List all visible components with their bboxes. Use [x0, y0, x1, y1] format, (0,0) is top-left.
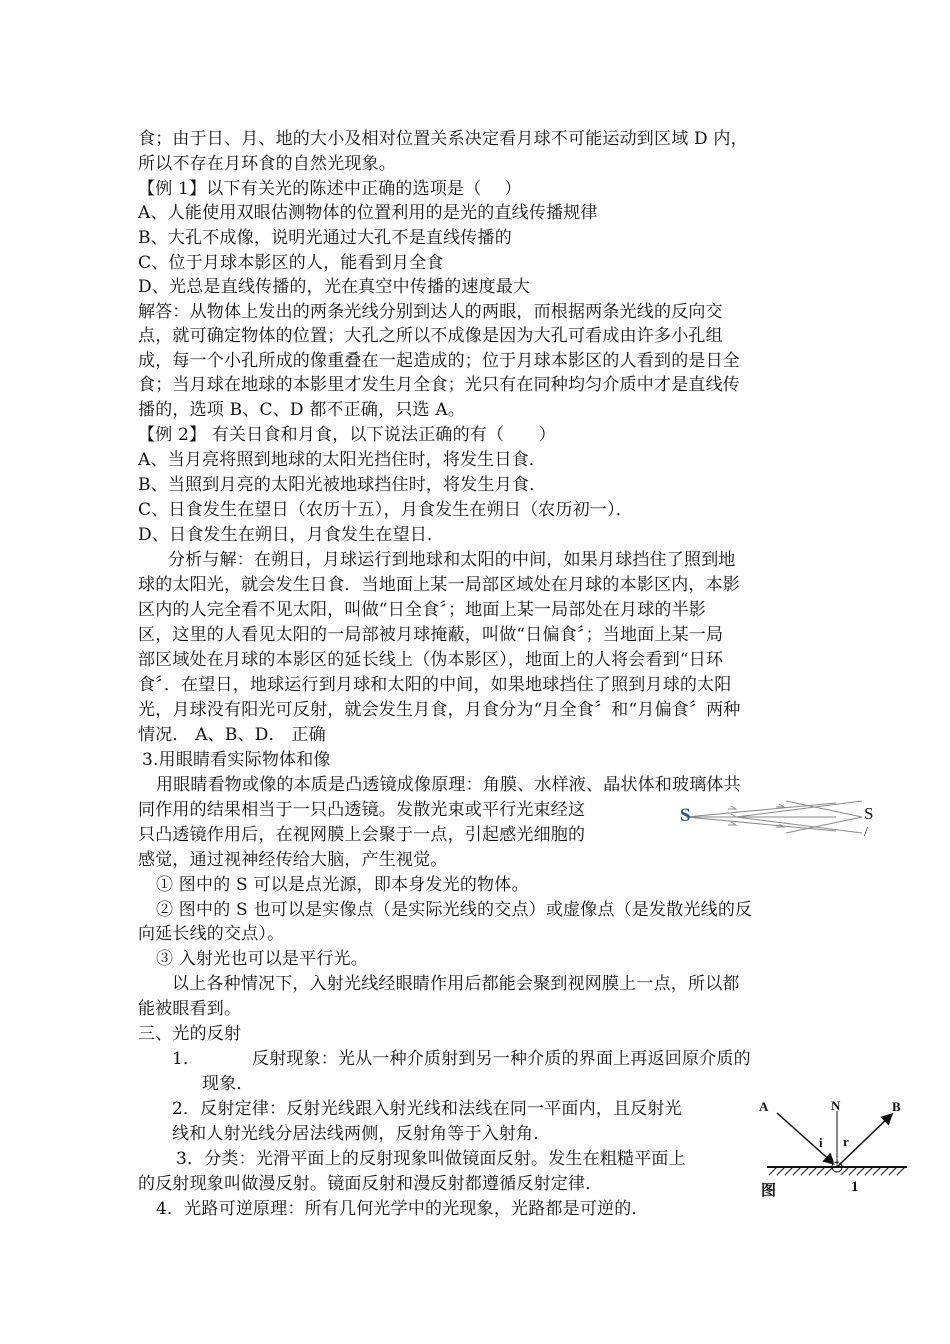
ray-line [686, 803, 836, 817]
summary-line: 能被眼看到。 [138, 999, 242, 1019]
item-2-text-cont: 线和人射光线分居法线两侧，反射角等于入射角． [172, 1124, 551, 1144]
example-2-heading: 【例 2】 有关日食和月食，以下说法正确的有（ ） [138, 425, 556, 445]
source-s-label: S [680, 805, 691, 826]
eye-text-line: 感觉，通过视神经传给大脑，产生视觉。 [138, 850, 448, 870]
point-1: ① 图中的 S 可以是点光源，即本身发光的物体。 [156, 875, 529, 895]
option-b: B、当照到月亮的太阳光被地球挡住时，将发生月食． [138, 475, 547, 495]
eye-text-line: 用眼睛看物或像的本质是凸透镜成像原理：角膜、水样液、晶状体和玻璃体共 [156, 775, 741, 795]
analysis-line: 食〞．在望日，地球运行到月球和太阳的中间，如果地球挡住了照到月球的太阳 [138, 675, 732, 695]
option-c: C、位于月球本影区的人，能看到月全食 [138, 253, 444, 273]
arrow-head [776, 804, 784, 807]
image-s-prime-mark: / [864, 825, 868, 840]
analysis-line: 光，月球没有阳光可反射，就会发生月食，月食分为“月全食〞和“月偏食〞两种 [138, 700, 741, 720]
summary-line: 以上各种情况下，入射光线经眼睛作用后都能会聚到视网膜上一点，所以都 [172, 974, 740, 994]
angle-r-label: r [843, 1134, 849, 1149]
option-b: B、大孔不成像，说明光通过大孔不是直线传播的 [138, 228, 512, 248]
option-d: D、日食发生在朔日，月食发生在望日． [138, 525, 445, 545]
item-2-text: 2．反射定律：反射光线跟入射光线和法线在同一平面内，且反射光 [172, 1099, 682, 1119]
analysis-line: 球的太阳光，就会发生日食．当地面上某一局部区域处在月球的本影区内，本影 [138, 575, 740, 595]
arrow-head [728, 806, 736, 809]
label-b: B [892, 1099, 901, 1114]
example-1-heading: 【例 1】以下有关光的陈述中正确的选项是（ ） [138, 179, 522, 199]
angle-i-label: i [819, 1135, 823, 1150]
analysis-line: 区，这里的人看见太阳的一局部被月球掩蔽，叫做“日偏食〞；当地面上某一局 [138, 625, 724, 645]
analysis-line: 分析与解：在朔日，月球运行到地球和太阳的中间，如果月球挡住了照到地 [168, 550, 736, 570]
analysis-line: 部区域处在月球的本影区的延长线上（伪本影区），地面上的人将会看到“日环 [138, 650, 724, 670]
answer-line: 解答：从物体上发出的两条光线分别到达人的两眼，而根据两条光线的反向交 [138, 302, 723, 322]
option-a: A、当月亮将照到地球的太阳光挡住时，将发生日食． [138, 450, 547, 470]
eye-text-line: 同作用的结果相当于一只凸透镜。发散光束或平行光束经这 [138, 800, 586, 820]
arrow-head [728, 822, 736, 825]
text-line: 食；由于日、月、地的大小及相对位置关系决定看月球不可能运动到区域 D 内， [138, 129, 748, 149]
eye-text-line: 只凸透镜作用后，在视网膜上会聚于一点，引起感光细胞的 [138, 825, 586, 845]
item-4-text: 4．光路可逆原理：所有几何光学中的光现象，光路都是可逆的． [156, 1199, 649, 1219]
label-a: A [759, 1099, 769, 1114]
option-d: D、光总是直线传播的，光在真空中传播的速度最大 [138, 277, 531, 297]
reflection-figure [757, 1097, 912, 1207]
arrow-head [728, 814, 736, 817]
option-a: A、人能使用双眼估测物体的位置利用的是光的直线传播规律 [138, 203, 598, 223]
point-3: ③ 入射光也可以是平行光。 [156, 949, 369, 969]
text-line: 所以不存在月环食的自然光现象。 [138, 154, 396, 174]
point-2: ② 图中的 S 也可以是实像点（是实际光线的交点）或虚像点（是发散光线的反 [156, 900, 753, 920]
item-3-text-cont: 的反射现象叫做漫反射。镜面反射和漫反射都遵循反射定律． [138, 1174, 603, 1194]
analysis-line: 情况． A、B、D． 正确 [138, 725, 326, 745]
label-n: N [831, 1098, 841, 1113]
answer-line: 点，就可确定物体的位置；大孔之所以不成像是因为大孔可看成由许多小孔组 [138, 326, 723, 346]
option-c: C、日食发生在望日（农历十五），月食发生在朔日（农历初一）． [138, 500, 634, 520]
figure-caption-prefix: 图 [761, 1181, 777, 1199]
item-3-text: 3．分类：光滑平面上的反射现象叫做镜面反射。发生在粗糙平面上 [176, 1149, 686, 1169]
section-heading: 三、光的反射 [138, 1024, 242, 1044]
item-1-text-cont: 现象． [202, 1074, 254, 1094]
item-1-number: 1． [172, 1049, 201, 1069]
incident-ray [777, 1113, 833, 1163]
figure-caption-number: 1 [851, 1179, 859, 1195]
point-2-cont: 向延长线的交点）。 [138, 924, 285, 944]
point-o-label: O [833, 1157, 841, 1168]
answer-line: 食；当月球在地球的本影里才发生月全食；光只有在同种均匀介质中才是直线传 [138, 375, 740, 395]
image-s-label: S [864, 804, 874, 823]
answer-line: 成，每一个小孔所成的像重叠在一起造成的；位于月球本影区的人看到的是日全 [138, 351, 740, 371]
section-heading: 3.用眼睛看实际物体和像 [142, 750, 331, 770]
analysis-line: 区内的人完全看不见太阳，叫做“日全食〞；地面上某一局部处在月球的半影 [138, 600, 706, 620]
answer-line: 播的，选项 B、C、D 都不正确，只选 A。 [138, 400, 466, 420]
ray-line [686, 817, 836, 831]
eye-ray-diagram [676, 795, 896, 850]
eye-ray-figure [676, 795, 896, 850]
item-1-text: 反射现象：光从一种介质射到另一种介质的界面上再返回原介质的 [252, 1049, 751, 1069]
